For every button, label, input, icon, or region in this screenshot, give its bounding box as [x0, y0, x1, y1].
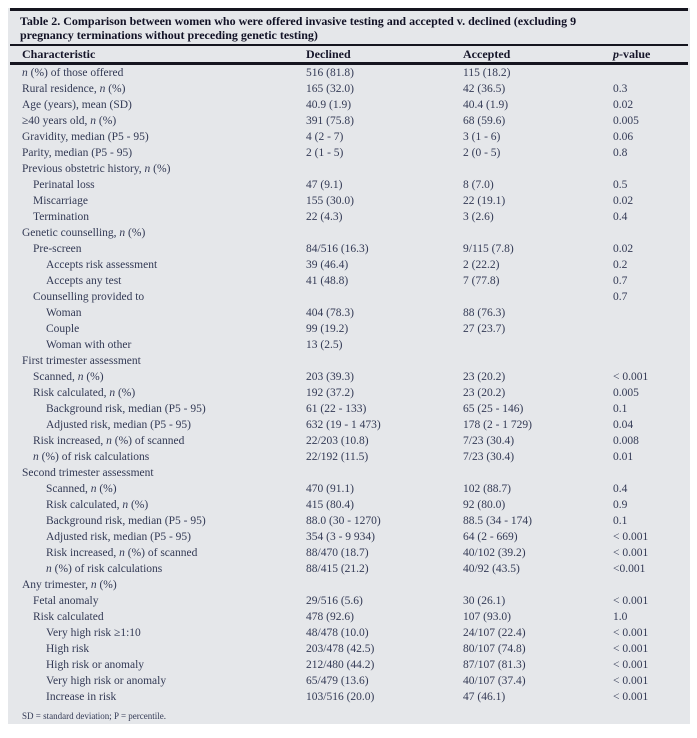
- row-characteristic-label: Previous obstetric history, n (%): [22, 163, 171, 175]
- row-declined-value: 391 (75.8): [306, 115, 354, 127]
- row-accepted-value: 68 (59.6): [463, 115, 506, 127]
- table-header-row: [10, 46, 688, 62]
- table-row: [10, 257, 688, 273]
- table-row: [10, 497, 688, 513]
- row-accepted-value: 22 (19.1): [463, 195, 506, 207]
- row-characteristic-label: Any trimester, n (%): [22, 579, 117, 591]
- row-accepted-value: 115 (18.2): [463, 67, 511, 79]
- row-characteristic-label: Fetal anomaly: [33, 595, 99, 607]
- row-p-value: < 0.001: [613, 675, 649, 687]
- table-row: [10, 337, 688, 353]
- row-characteristic-label: Accepts risk assessment: [46, 259, 158, 271]
- column-header-p-value: p-value: [613, 47, 651, 61]
- row-characteristic-label: ≥40 years old, n (%): [22, 115, 117, 127]
- row-p-value: 0.5: [613, 179, 628, 191]
- table-row: [10, 609, 688, 625]
- row-accepted-value: 8 (7.0): [463, 179, 494, 191]
- row-declined-value: 404 (78.3): [306, 307, 354, 319]
- row-p-value: 0.1: [613, 403, 628, 415]
- row-declined-value: 478 (92.6): [306, 611, 354, 623]
- table-row: [10, 305, 688, 321]
- row-p-value: 0.04: [613, 419, 634, 431]
- row-characteristic-label: Genetic counselling, n (%): [22, 227, 146, 239]
- row-characteristic-label: n (%) of risk calculations: [46, 563, 163, 575]
- row-accepted-value: 88 (76.3): [463, 307, 506, 319]
- row-characteristic-label: Risk calculated: [33, 611, 104, 623]
- row-p-value: 0.7: [613, 275, 628, 287]
- row-accepted-value: 30 (26.1): [463, 595, 506, 607]
- row-declined-value: 88/415 (21.2): [306, 563, 369, 575]
- row-p-value: 0.02: [613, 99, 634, 111]
- table-row: [10, 241, 688, 257]
- row-declined-value: 88/470 (18.7): [306, 547, 369, 559]
- table-row: [10, 625, 688, 641]
- row-characteristic-label: Scanned, n (%): [46, 483, 117, 495]
- row-characteristic-label: Counselling provided to: [33, 291, 145, 303]
- row-declined-value: 22/192 (11.5): [306, 451, 369, 463]
- row-characteristic-label: Miscarriage: [33, 195, 88, 207]
- row-p-value: 0.2: [613, 259, 628, 271]
- row-characteristic-label: Scanned, n (%): [33, 371, 104, 383]
- row-characteristic-label: Couple: [46, 323, 80, 335]
- row-declined-value: 88.0 (30 - 1270): [306, 515, 381, 527]
- row-characteristic-label: n (%) of risk calculations: [33, 451, 150, 463]
- row-accepted-value: 23 (20.2): [463, 371, 506, 383]
- row-characteristic-label: Risk increased, n (%) of scanned: [33, 435, 185, 447]
- row-p-value: 0.9: [613, 499, 628, 511]
- row-characteristic-label: Increase in risk: [46, 691, 117, 703]
- row-accepted-value: 40/102 (39.2): [463, 547, 526, 559]
- table-row: [10, 145, 688, 161]
- row-accepted-value: 9/115 (7.8): [463, 243, 514, 255]
- table-row: [10, 577, 688, 593]
- row-accepted-value: 178 (2 - 1 729): [463, 419, 532, 431]
- row-declined-value: 2 (1 - 5): [306, 147, 344, 159]
- table-row: [10, 129, 688, 145]
- row-accepted-value: 2 (22.2): [463, 259, 500, 271]
- row-p-value: 0.02: [613, 243, 634, 255]
- row-characteristic-label: Background risk, median (P5 - 95): [46, 515, 206, 527]
- row-p-value: 0.4: [613, 211, 628, 223]
- table-row: [10, 449, 688, 465]
- row-characteristic-label: Risk calculated, n (%): [46, 499, 149, 511]
- row-p-value: < 0.001: [613, 643, 649, 655]
- row-characteristic-label: Rural residence, n (%): [22, 83, 126, 95]
- row-declined-value: 470 (91.1): [306, 483, 354, 495]
- table-row: [10, 369, 688, 385]
- row-p-value: 1.0: [613, 611, 628, 623]
- table-row: [10, 401, 688, 417]
- row-declined-value: 47 (9.1): [306, 179, 343, 191]
- row-accepted-value: 7 (77.8): [463, 275, 500, 287]
- row-characteristic-label: Termination: [33, 211, 90, 223]
- row-p-value: 0.005: [613, 115, 639, 127]
- row-accepted-value: 7/23 (30.4): [463, 435, 515, 447]
- table-row: [10, 321, 688, 337]
- row-accepted-value: 2 (0 - 5): [463, 147, 501, 159]
- row-p-value: 0.1: [613, 515, 628, 527]
- table-row: [10, 561, 688, 577]
- table-row: [10, 385, 688, 401]
- row-p-value: 0.02: [613, 195, 634, 207]
- row-declined-value: 103/516 (20.0): [306, 691, 375, 703]
- row-declined-value: 84/516 (16.3): [306, 243, 369, 255]
- table-rows: [8, 65, 690, 705]
- table-row: [10, 81, 688, 97]
- row-accepted-value: 88.5 (34 - 174): [463, 515, 532, 527]
- table-row: [10, 273, 688, 289]
- row-p-value: 0.06: [613, 131, 634, 143]
- row-characteristic-label: Second trimester assessment: [22, 467, 154, 479]
- row-declined-value: 632 (19 - 1 473): [306, 419, 381, 431]
- row-accepted-value: 40.4 (1.9): [463, 99, 509, 111]
- row-characteristic-label: Adjusted risk, median (P5 - 95): [46, 531, 192, 543]
- table-row: [10, 481, 688, 497]
- row-accepted-value: 107 (93.0): [463, 611, 511, 623]
- row-p-value: <0.001: [613, 563, 646, 575]
- table-row: [10, 513, 688, 529]
- row-characteristic-label: Risk calculated, n (%): [33, 387, 136, 399]
- row-accepted-value: 27 (23.7): [463, 323, 506, 335]
- row-declined-value: 155 (30.0): [306, 195, 354, 207]
- table-row: [10, 161, 688, 177]
- row-declined-value: 61 (22 - 133): [306, 403, 367, 415]
- row-accepted-value: 24/107 (22.4): [463, 627, 526, 639]
- row-declined-value: 41 (48.8): [306, 275, 349, 287]
- row-p-value: < 0.001: [613, 627, 649, 639]
- row-accepted-value: 87/107 (81.3): [463, 659, 526, 671]
- row-accepted-value: 64 (2 - 669): [463, 531, 518, 543]
- row-declined-value: 165 (32.0): [306, 83, 354, 95]
- table-row: [10, 465, 688, 481]
- row-p-value: < 0.001: [613, 531, 649, 543]
- row-declined-value: 354 (3 - 9 934): [306, 531, 375, 543]
- table-row: [10, 433, 688, 449]
- row-characteristic-label: High risk or anomaly: [46, 659, 145, 671]
- row-declined-value: 192 (37.2): [306, 387, 354, 399]
- row-accepted-value: 47 (46.1): [463, 691, 506, 703]
- row-accepted-value: 3 (2.6): [463, 211, 494, 223]
- table-row: [10, 209, 688, 225]
- row-characteristic-label: Pre-screen: [33, 243, 82, 255]
- row-declined-value: 65/479 (13.6): [306, 675, 369, 687]
- table-footnote: SD = standard deviation; P = percentile.: [22, 711, 167, 721]
- row-accepted-value: 40/92 (43.5): [463, 563, 520, 575]
- table-row: [10, 545, 688, 561]
- table-row: [10, 641, 688, 657]
- row-characteristic-label: Woman with other: [46, 339, 132, 351]
- row-accepted-value: 23 (20.2): [463, 387, 506, 399]
- table-row: [10, 353, 688, 369]
- column-header-characteristic: Characteristic: [22, 47, 96, 61]
- row-characteristic-label: Woman: [46, 307, 82, 319]
- table-row: [10, 657, 688, 673]
- column-header-declined: Declined: [306, 47, 351, 61]
- row-declined-value: 212/480 (44.2): [306, 659, 375, 671]
- row-p-value: 0.4: [613, 483, 628, 495]
- row-p-value: 0.01: [613, 451, 634, 463]
- row-characteristic-label: Gravidity, median (P5 - 95): [22, 131, 149, 143]
- row-accepted-value: 42 (36.5): [463, 83, 506, 95]
- row-characteristic-label: Background risk, median (P5 - 95): [46, 403, 206, 415]
- row-p-value: < 0.001: [613, 547, 649, 559]
- row-declined-value: 415 (80.4): [306, 499, 354, 511]
- table-row: [10, 689, 688, 705]
- row-declined-value: 22/203 (10.8): [306, 435, 369, 447]
- row-declined-value: 203/478 (42.5): [306, 643, 375, 655]
- row-declined-value: 99 (19.2): [306, 323, 349, 335]
- row-characteristic-label: Very high risk ≥1:10: [46, 627, 141, 639]
- row-characteristic-label: First trimester assessment: [22, 355, 141, 367]
- table-row: [10, 289, 688, 305]
- row-characteristic-label: Adjusted risk, median (P5 - 95): [46, 419, 192, 431]
- row-characteristic-label: Parity, median (P5 - 95): [22, 147, 133, 159]
- row-declined-value: 4 (2 - 7): [306, 131, 344, 143]
- table-row: [10, 417, 688, 433]
- row-characteristic-label: Perinatal loss: [33, 179, 95, 191]
- table-row: [10, 593, 688, 609]
- table-row: [10, 177, 688, 193]
- row-p-value: 0.3: [613, 83, 628, 95]
- row-p-value: < 0.001: [613, 595, 649, 607]
- row-characteristic-label: Risk increased, n (%) of scanned: [46, 547, 198, 559]
- row-characteristic-label: Age (years), mean (SD): [22, 99, 132, 111]
- row-accepted-value: 40/107 (37.4): [463, 675, 526, 687]
- row-declined-value: 203 (39.3): [306, 371, 354, 383]
- row-characteristic-label: Very high risk or anomaly: [46, 675, 167, 687]
- row-p-value: < 0.001: [613, 659, 649, 671]
- row-characteristic-label: High risk: [46, 643, 90, 655]
- row-declined-value: 40.9 (1.9): [306, 99, 352, 111]
- row-p-value: < 0.001: [613, 371, 649, 383]
- row-accepted-value: 7/23 (30.4): [463, 451, 515, 463]
- table-title: Table 2. Comparison between women who were offered invasive testing and accepted v. declined (excluding 9 pregnancy terminations without preceding genetic testing): [20, 14, 577, 42]
- table-panel: [8, 8, 690, 724]
- table-row: [10, 529, 688, 545]
- row-declined-value: 29/516 (5.6): [306, 595, 363, 607]
- row-characteristic-label: Accepts any test: [46, 275, 122, 287]
- table-row: [10, 97, 688, 113]
- row-p-value: 0.7: [613, 291, 628, 303]
- column-header-accepted: Accepted: [463, 47, 511, 61]
- row-accepted-value: 92 (80.0): [463, 499, 506, 511]
- row-accepted-value: 3 (1 - 6): [463, 131, 501, 143]
- row-declined-value: 516 (81.8): [306, 67, 354, 79]
- table-row: [10, 65, 688, 81]
- row-p-value: 0.8: [613, 147, 628, 159]
- table-row: [10, 193, 688, 209]
- table-row: [10, 225, 688, 241]
- table-row: [10, 673, 688, 689]
- row-accepted-value: 65 (25 - 146): [463, 403, 524, 415]
- row-characteristic-label: n (%) of those offered: [22, 67, 124, 79]
- row-declined-value: 39 (46.4): [306, 259, 349, 271]
- row-p-value: 0.005: [613, 387, 639, 399]
- row-declined-value: 13 (2.5): [306, 339, 343, 351]
- row-declined-value: 22 (4.3): [306, 211, 343, 223]
- row-p-value: < 0.001: [613, 691, 649, 703]
- row-accepted-value: 102 (88.7): [463, 483, 511, 495]
- row-p-value: 0.008: [613, 435, 639, 447]
- row-accepted-value: 80/107 (74.8): [463, 643, 526, 655]
- row-declined-value: 48/478 (10.0): [306, 627, 369, 639]
- table-row: [10, 113, 688, 129]
